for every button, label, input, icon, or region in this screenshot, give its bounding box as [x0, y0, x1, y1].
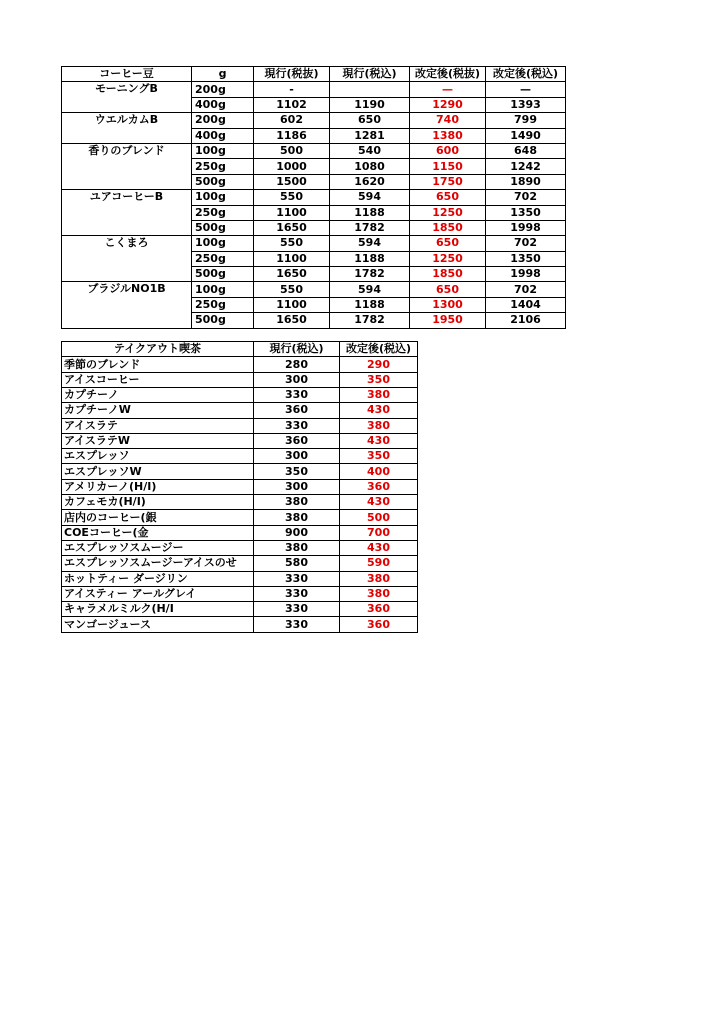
- revised-in-tax-cell: 1998: [486, 220, 566, 235]
- current-price-cell: 900: [254, 525, 340, 540]
- current-ex-tax-cell: 1000: [254, 159, 330, 174]
- current-ex-tax-cell: 1186: [254, 128, 330, 143]
- current-price-cell: 580: [254, 556, 340, 571]
- item-name-cell: カプチーノW: [62, 403, 254, 418]
- revised-price-cell: 380: [340, 586, 418, 601]
- revised-price-cell: 350: [340, 372, 418, 387]
- revised-price-cell: 400: [340, 464, 418, 479]
- revised-price-cell: 360: [340, 479, 418, 494]
- current-ex-tax-cell: 1500: [254, 174, 330, 189]
- header-current-in-tax: 現行(税込): [330, 67, 410, 82]
- grams-cell: 250g: [192, 159, 254, 174]
- revised-ex-tax-cell: 1290: [410, 97, 486, 112]
- revised-ex-tax-cell: 1250: [410, 251, 486, 266]
- current-in-tax-cell: [330, 82, 410, 97]
- current-ex-tax-cell: 550: [254, 282, 330, 297]
- revised-price-cell: 500: [340, 510, 418, 525]
- revised-in-tax-cell: 702: [486, 236, 566, 251]
- item-name-cell: アメリカーノ(H/I): [62, 479, 254, 494]
- current-ex-tax-cell: 550: [254, 190, 330, 205]
- table-row: [62, 602, 418, 617]
- current-ex-tax-cell: 1650: [254, 313, 330, 328]
- bean-name: ウエルカムB: [62, 113, 192, 144]
- item-name-cell: 季節のブレンド: [62, 357, 254, 372]
- item-name-cell: アイスコーヒー: [62, 372, 254, 387]
- revised-price-cell: 380: [340, 571, 418, 586]
- revised-price-cell: 590: [340, 556, 418, 571]
- bean-name: 香りのブレンド: [62, 143, 192, 189]
- grams-cell: 500g: [192, 313, 254, 328]
- current-ex-tax-cell: -: [254, 82, 330, 97]
- grams-cell: 100g: [192, 282, 254, 297]
- revised-in-tax-cell: 1890: [486, 174, 566, 189]
- revised-in-tax-cell: 702: [486, 282, 566, 297]
- table-row: [62, 82, 566, 97]
- item-name-cell: カフェモカ(H/I): [62, 495, 254, 510]
- current-ex-tax-cell: 1100: [254, 205, 330, 220]
- current-in-tax-cell: 594: [330, 190, 410, 205]
- current-in-tax-cell: 1188: [330, 251, 410, 266]
- revised-price-cell: 430: [340, 433, 418, 448]
- current-ex-tax-cell: 1650: [254, 220, 330, 235]
- revised-ex-tax-cell: 1850: [410, 220, 486, 235]
- current-ex-tax-cell: 500: [254, 143, 330, 158]
- table-row: [62, 540, 418, 555]
- coffee-bean-price-table: [61, 66, 566, 329]
- table-row: [62, 418, 418, 433]
- current-price-cell: 380: [254, 495, 340, 510]
- revised-in-tax-cell: 799: [486, 113, 566, 128]
- header-current-ex-tax: 現行(税抜): [254, 67, 330, 82]
- table-row: [62, 449, 418, 464]
- table-row: [62, 571, 418, 586]
- revised-ex-tax-cell: 600: [410, 143, 486, 158]
- header-revised-in-tax: 改定後(税込): [486, 67, 566, 82]
- bean-name: こくまろ: [62, 236, 192, 282]
- current-in-tax-cell: 1188: [330, 205, 410, 220]
- current-price-cell: 330: [254, 602, 340, 617]
- revised-ex-tax-cell: 740: [410, 113, 486, 128]
- item-name-cell: COEコーヒー(金: [62, 525, 254, 540]
- revised-in-tax-cell: 1350: [486, 205, 566, 220]
- revised-price-cell: 430: [340, 495, 418, 510]
- revised-in-tax-cell: 648: [486, 143, 566, 158]
- revised-in-tax-cell: 702: [486, 190, 566, 205]
- current-price-cell: 330: [254, 418, 340, 433]
- current-ex-tax-cell: 1100: [254, 251, 330, 266]
- current-price-cell: 280: [254, 357, 340, 372]
- revised-price-cell: 700: [340, 525, 418, 540]
- revised-price-cell: 350: [340, 449, 418, 464]
- current-ex-tax-cell: 550: [254, 236, 330, 251]
- revised-ex-tax-cell: 1950: [410, 313, 486, 328]
- current-price-cell: 300: [254, 449, 340, 464]
- grams-cell: 400g: [192, 97, 254, 112]
- current-ex-tax-cell: 1100: [254, 297, 330, 312]
- current-in-tax-cell: 1080: [330, 159, 410, 174]
- table-row: [62, 433, 418, 448]
- revised-in-tax-cell: 1998: [486, 267, 566, 282]
- table-row: [62, 282, 566, 297]
- current-in-tax-cell: 1620: [330, 174, 410, 189]
- grams-cell: 500g: [192, 267, 254, 282]
- current-price-cell: 300: [254, 479, 340, 494]
- grams-cell: 100g: [192, 190, 254, 205]
- revised-ex-tax-cell: 650: [410, 190, 486, 205]
- item-name-cell: キャラメルミルク(H/I: [62, 602, 254, 617]
- table-row: [62, 387, 418, 402]
- revised-price-cell: 380: [340, 387, 418, 402]
- item-name-cell: 店内のコーヒー(銀: [62, 510, 254, 525]
- current-price-cell: 360: [254, 403, 340, 418]
- table-row: [62, 403, 418, 418]
- table-row: [62, 357, 418, 372]
- item-name-cell: エスプレッソW: [62, 464, 254, 479]
- table-row: [62, 556, 418, 571]
- grams-cell: 250g: [192, 205, 254, 220]
- current-price-cell: 330: [254, 387, 340, 402]
- table-row: [62, 495, 418, 510]
- table-row: [62, 586, 418, 601]
- current-price-cell: 300: [254, 372, 340, 387]
- revised-ex-tax-cell: 1300: [410, 297, 486, 312]
- table-row: [62, 479, 418, 494]
- current-price-cell: 380: [254, 510, 340, 525]
- current-in-tax-cell: 1281: [330, 128, 410, 143]
- header-current-in-tax: 現行(税込): [254, 342, 340, 357]
- current-in-tax-cell: 1782: [330, 267, 410, 282]
- grams-cell: 100g: [192, 236, 254, 251]
- item-name-cell: アイスラテW: [62, 433, 254, 448]
- current-price-cell: 350: [254, 464, 340, 479]
- grams-cell: 200g: [192, 113, 254, 128]
- item-name-cell: アイスラテ: [62, 418, 254, 433]
- bean-name: ブラジルNO1B: [62, 282, 192, 328]
- current-in-tax-cell: 1188: [330, 297, 410, 312]
- current-in-tax-cell: 1782: [330, 313, 410, 328]
- revised-in-tax-cell: 1350: [486, 251, 566, 266]
- current-in-tax-cell: 594: [330, 236, 410, 251]
- revised-price-cell: 430: [340, 540, 418, 555]
- revised-ex-tax-cell: 1850: [410, 267, 486, 282]
- header-takeout: テイクアウト喫茶: [62, 342, 254, 357]
- grams-cell: 500g: [192, 220, 254, 235]
- revised-ex-tax-cell: 1150: [410, 159, 486, 174]
- current-in-tax-cell: 1782: [330, 220, 410, 235]
- item-name-cell: ホットティー ダージリン: [62, 571, 254, 586]
- current-in-tax-cell: 540: [330, 143, 410, 158]
- header-revised-ex-tax: 改定後(税抜): [410, 67, 486, 82]
- header-revised-in-tax: 改定後(税込): [340, 342, 418, 357]
- revised-ex-tax-cell: 1380: [410, 128, 486, 143]
- item-name-cell: エスプレッソスムージー: [62, 540, 254, 555]
- grams-cell: 200g: [192, 82, 254, 97]
- table-row: [62, 525, 418, 540]
- revised-ex-tax-cell: 1250: [410, 205, 486, 220]
- current-ex-tax-cell: 1650: [254, 267, 330, 282]
- bean-name: ユアコーヒーB: [62, 190, 192, 236]
- current-in-tax-cell: 1190: [330, 97, 410, 112]
- current-price-cell: 330: [254, 571, 340, 586]
- grams-cell: 250g: [192, 251, 254, 266]
- current-in-tax-cell: 594: [330, 282, 410, 297]
- grams-cell: 100g: [192, 143, 254, 158]
- table-row: [62, 464, 418, 479]
- revised-ex-tax-cell: —: [410, 82, 486, 97]
- table-row: [62, 372, 418, 387]
- revised-in-tax-cell: 1393: [486, 97, 566, 112]
- revised-in-tax-cell: 2106: [486, 313, 566, 328]
- table-header-row: [62, 67, 566, 82]
- table-row: [62, 510, 418, 525]
- table-row: [62, 143, 566, 158]
- revised-in-tax-cell: —: [486, 82, 566, 97]
- revised-in-tax-cell: 1490: [486, 128, 566, 143]
- revised-price-cell: 430: [340, 403, 418, 418]
- revised-in-tax-cell: 1242: [486, 159, 566, 174]
- table-header-row: [62, 342, 418, 357]
- header-grams: g: [192, 67, 254, 82]
- current-ex-tax-cell: 1102: [254, 97, 330, 112]
- grams-cell: 400g: [192, 128, 254, 143]
- revised-price-cell: 290: [340, 357, 418, 372]
- revised-ex-tax-cell: 1750: [410, 174, 486, 189]
- revised-price-cell: 360: [340, 617, 418, 632]
- revised-price-cell: 380: [340, 418, 418, 433]
- grams-cell: 500g: [192, 174, 254, 189]
- revised-ex-tax-cell: 650: [410, 282, 486, 297]
- current-price-cell: 380: [254, 540, 340, 555]
- item-name-cell: エスプレッソスムージーアイスのせ: [62, 556, 254, 571]
- takeout-price-table: [61, 341, 418, 633]
- header-bean: コーヒー豆: [62, 67, 192, 82]
- current-price-cell: 330: [254, 617, 340, 632]
- current-in-tax-cell: 650: [330, 113, 410, 128]
- table-row: [62, 190, 566, 205]
- item-name-cell: マンゴージュース: [62, 617, 254, 632]
- item-name-cell: カプチーノ: [62, 387, 254, 402]
- current-price-cell: 330: [254, 586, 340, 601]
- table-row: [62, 617, 418, 632]
- table-row: [62, 236, 566, 251]
- current-ex-tax-cell: 602: [254, 113, 330, 128]
- revised-in-tax-cell: 1404: [486, 297, 566, 312]
- revised-price-cell: 360: [340, 602, 418, 617]
- grams-cell: 250g: [192, 297, 254, 312]
- item-name-cell: アイスティー アールグレイ: [62, 586, 254, 601]
- bean-name: モーニングB: [62, 82, 192, 113]
- item-name-cell: エスプレッソ: [62, 449, 254, 464]
- current-price-cell: 360: [254, 433, 340, 448]
- revised-ex-tax-cell: 650: [410, 236, 486, 251]
- table-row: [62, 113, 566, 128]
